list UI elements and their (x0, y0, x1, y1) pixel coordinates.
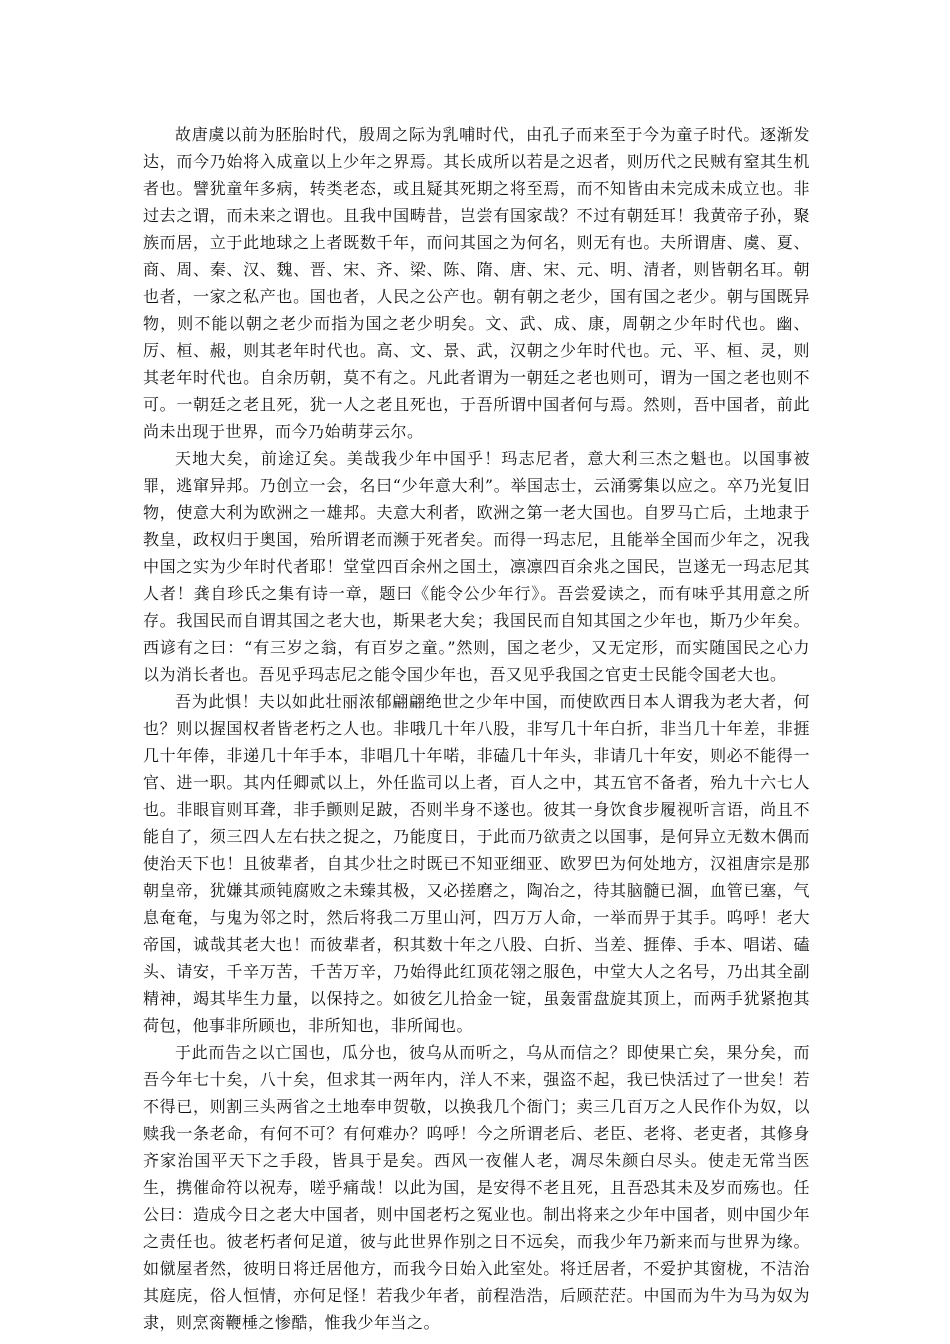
paragraph-4: 于此而告之以亡国也，瓜分也，彼乌从而听之，乌从而信之？即使果亡矣，果分矣，而吾今年七十矣，八十矣，但求其一两年内，洋人不来，强盗不起，我已快活过了一世矣！若不得已，则割三头两省之土地奉申贺敬，以换我几个衙门；卖三几百万之人民作仆为奴，以赎我一条老命，有何不可？有何难办？呜呼！今之所谓老后、老臣、老将、老吏者，其修身齐家治国平天下之手段，皆具于是矣。西风一夜催人老，凋尽朱颜白尽头。使走无常当医生，携催命符以祝寿，嗟乎痛哉！以此为国，是安得不老且死，且吾恐其未及岁而殇也。任公曰：造成今日之老大中国者，则中国老朽之冤业也。制出将来之少年中国者，则中国少年之责任也。彼老朽者何足道，彼与此世界作别之日不远矣，而我少年乃新来而与世界为缘。如僦屋者然，彼明日将迁居他方，而我今日始入此室处。将迁居者，不爱护其窗栊，不洁治其庭庑，俗人恒情，亦何足怪！若我少年者，前程浩浩，后顾茫茫。中国而为牛为马为奴为隶，则烹脔鞭棰之惨酷，惟我少年当之。 (143, 1043, 810, 1332)
paragraph-3: 吾为此惧！夫以如此壮丽浓郁翩翩绝世之少年中国，而使欧西日本人谓我为老大者，何也？则以握国权者皆老朽之人也。非哦几十年八股，非写几十年白折，非当几十年差，非捱几十年俸，非递几十年手本，非唱几十年喏，非磕几十年头，非请几十年安，则必不能得一官、进一职。其内任卿贰以上，外任监司以上者，百人之中，其五官不备者，殆九十六七人也。非眼盲则耳聋，非手颤则足跛，否则半身不遂也。彼其一身饮食步履视听言语，尚且不能自了，须三四人左右扶之捉之，乃能度日，于此而乃欲责之以国事，是何异立无数木偶而使治天下也！且彼辈者，自其少壮之时既已不知亚细亚、欧罗巴为何处地方，汉祖唐宗是那朝皇帝，犹嫌其顽钝腐败之未臻其极，又必搓磨之，陶冶之，待其脑髓已涸，血管已塞，气息奄奄，与鬼为邻之时，然后将我二万里山河，四万万人命，一举而畀于其手。呜呼！老大帝国，诚哉其老大也！而彼辈者，积其数十年之八股、白折、当差、捱俸、手本、唱诺、磕头、请安，千辛万苦，千苦万辛，乃始得此红顶花翎之服色，中堂大人之名号，乃出其全副精神，竭其毕生力量，以保持之。如彼乞儿拾金一锭，虽轰雷盘旋其顶上，而两手犹紧抱其荷包，他事非所顾也，非所知也，非所闻也。 (143, 692, 810, 1035)
paragraph-2: 天地大矣，前途辽矣。美哉我少年中国乎！玛志尼者，意大利三杰之魁也。以国事被罪，逃窜异邦。乃创立一会，名曰“少年意大利”。举国志士，云涌雾集以应之。卒乃光复旧物，使意大利为欧洲之一雄邦。夫意大利者，欧洲之第一老大国也。自罗马亡后，土地隶于教皇，政权归于奥国，殆所谓老而濒于死者矣。而得一玛志尼，且能举全国而少年之，况我中国之实为少年时代者耶！堂堂四百余州之国土，凛凛四百余兆之国民，岂遂无一玛志尼其人者！龚自珍氏之集有诗一章，题曰《能令公少年行》。吾尝爱读之，而有味乎其用意之所存。我国民而自谓其国之老大也，斯果老大矣；我国民而自知其国之少年也，斯乃少年矣。西谚有之曰：“有三岁之翁，有百岁之童。”然则，国之老少，又无定形，而实随国民之心力以为消长者也。吾见乎玛志尼之能令国少年也，吾又见乎我国之官吏士民能令国老大也。 (143, 449, 810, 684)
document-body (143, 121, 810, 1336)
paragraph-1: 故唐虞以前为胚胎时代，殷周之际为乳哺时代，由孔子而来至于今为童子时代。逐渐发达，而今乃始将入成童以上少年之界焉。其长成所以若是之迟者，则历代之民贼有窒其生机者也。譬犹童年多病，转类老态，或且疑其死期之将至焉，而不知皆由未完成未成立也。非过去之谓，而未来之谓也。且我中国畴昔，岂尝有国家哉？不过有朝廷耳！我黄帝子孙，聚族而居，立于此地球之上者既数千年，而问其国之为何名，则无有也。夫所谓唐、虞、夏、商、周、秦、汉、魏、晋、宋、齐、梁、陈、隋、唐、宋、元、明、清者，则皆朝名耳。朝也者，一家之私产也。国也者，人民之公产也。朝有朝之老少，国有国之老少。朝与国既异物，则不能以朝之老少而指为国之老少明矣。文、武、成、康，周朝之少年时代也。幽、厉、桓、赧，则其老年时代也。高、文、景、武，汉朝之少年时代也。元、平、桓、灵，则其老年时代也。自余历朝，莫不有之。凡此者谓为一朝廷之老也则可，谓为一国之老也则不可。一朝廷之老且死，犹一人之老且死也，于吾所谓中国者何与焉。然则，吾中国者，前此尚未出现于世界，而今乃始萌芽云尔。 (143, 125, 810, 441)
